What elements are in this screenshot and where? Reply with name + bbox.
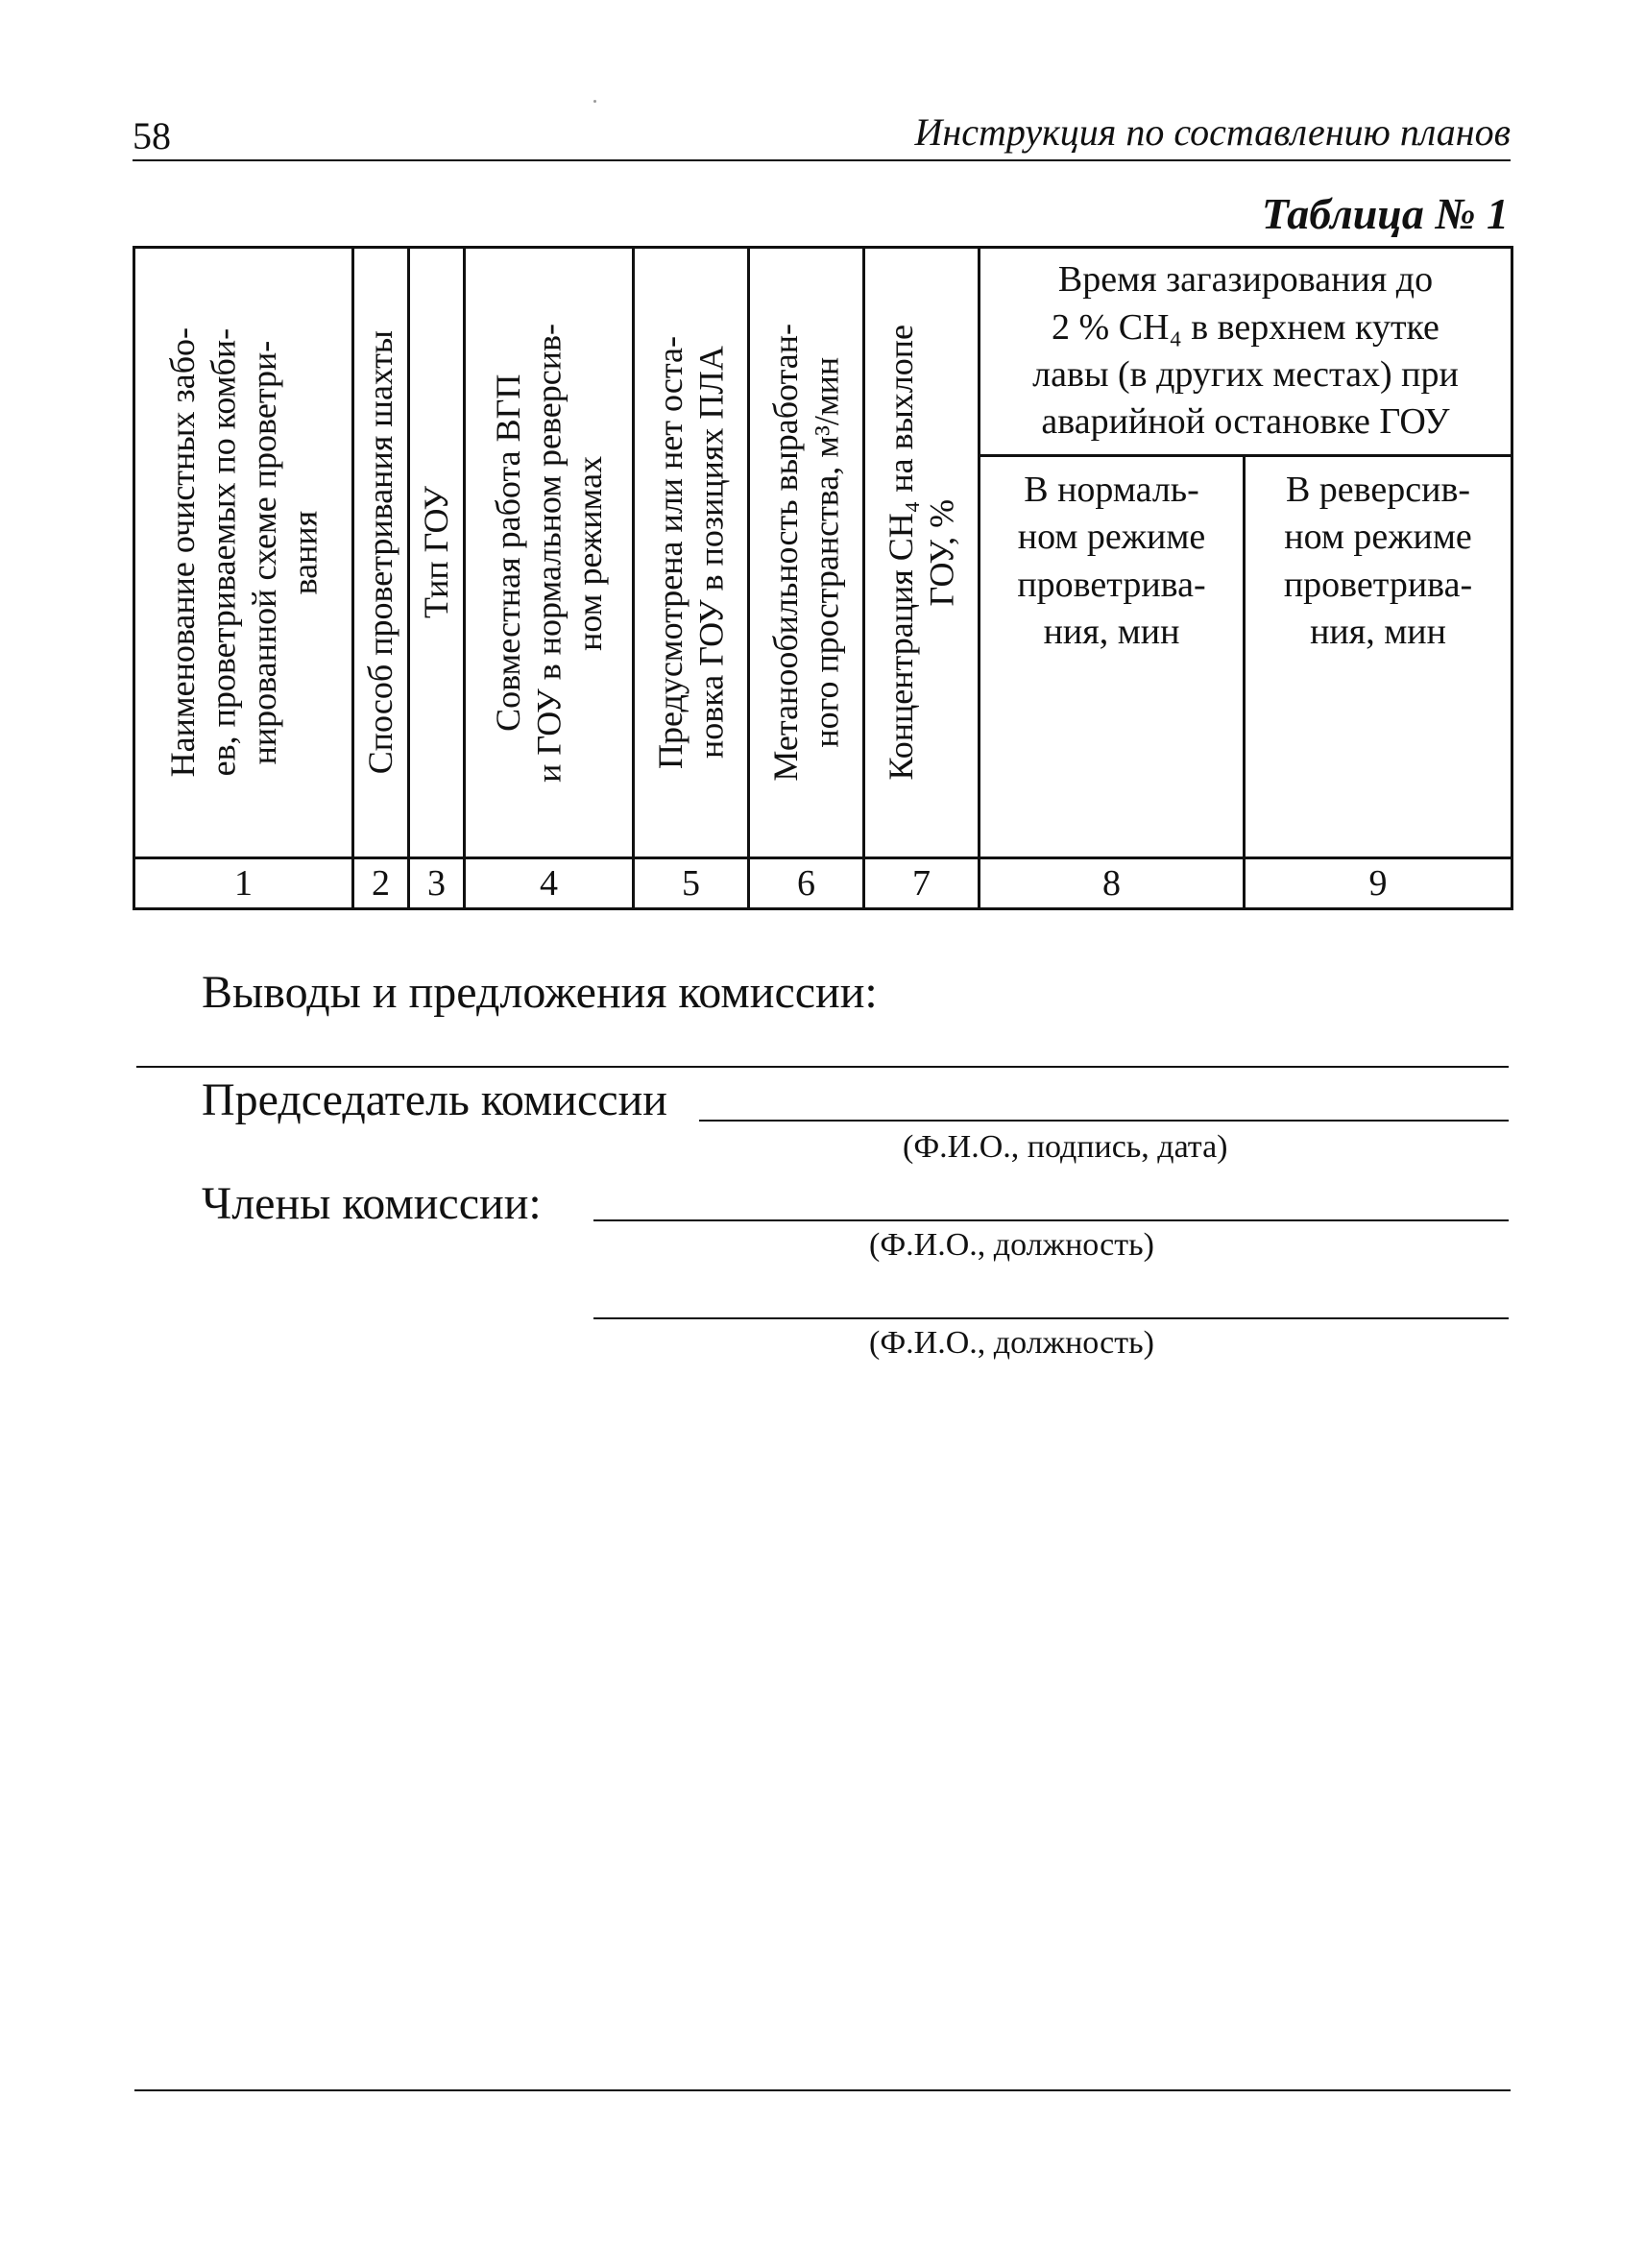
footer-rule bbox=[134, 2089, 1511, 2091]
conclusions-line bbox=[136, 1066, 1509, 1068]
col-number-4: 4 bbox=[465, 858, 634, 909]
col-number-5: 5 bbox=[634, 858, 749, 909]
form-table bbox=[133, 246, 1513, 910]
col-header-1-text: Наименование очистных забо- ев, проветриваемых по комби- нированной схеме проветри- вания bbox=[162, 327, 324, 778]
header-rule bbox=[133, 159, 1511, 161]
col-header-7 bbox=[864, 248, 980, 858]
col-header-1 bbox=[134, 248, 353, 858]
chairman-caption: (Ф.И.О., подпись, дата) bbox=[903, 1129, 1228, 1165]
col-number-2: 2 bbox=[353, 858, 409, 909]
col-number-7: 7 bbox=[864, 858, 980, 909]
col-number-6: 6 bbox=[749, 858, 864, 909]
subcol-header-9: В реверсив- ном режиме проветрива- ния, мин bbox=[1245, 456, 1512, 858]
group-header: Время загазирования до 2 % CH₄ в верхнем кутке лавы (в других местах) при аварийной остановке ГОУ bbox=[980, 248, 1512, 456]
col-header-4-text: Совместная работа ВГП и ГОУ в нормальном реверсив- ном режимах bbox=[488, 323, 609, 783]
scan-speck bbox=[593, 100, 596, 103]
col-header-2 bbox=[353, 248, 409, 858]
page-number: 58 bbox=[133, 114, 171, 157]
col-number-8: 8 bbox=[980, 858, 1245, 909]
col-header-4 bbox=[465, 248, 634, 858]
col-number-1: 1 bbox=[134, 858, 353, 909]
col-number-3: 3 bbox=[409, 858, 465, 909]
col-header-2-text: Способ проветривания шахты bbox=[361, 330, 400, 775]
chairman-signature-line bbox=[699, 1120, 1509, 1122]
members-label: Члены комиссии: bbox=[202, 1178, 542, 1229]
col-header-5-text: Предусмотрена или нет оста- новка ГОУ в позициях ПЛА bbox=[651, 336, 731, 769]
chairman-label: Председатель комиссии bbox=[202, 1074, 667, 1125]
col-header-6 bbox=[749, 248, 864, 858]
col-header-5 bbox=[634, 248, 749, 858]
col-header-7-text: Концентрация CH₄ на выхлопе ГОУ, % bbox=[882, 325, 961, 781]
running-title: Инструкция по составлению планов bbox=[914, 110, 1511, 154]
member-signature-line-1 bbox=[593, 1219, 1509, 1221]
col-header-3-text: Тип ГОУ bbox=[417, 486, 456, 619]
member-signature-line-2 bbox=[593, 1317, 1509, 1319]
col-number-9: 9 bbox=[1245, 858, 1512, 909]
member-caption-1: (Ф.И.О., должность) bbox=[869, 1227, 1154, 1263]
conclusions-label: Выводы и предложения комиссии: bbox=[202, 967, 878, 1018]
table-caption: Таблица № 1 bbox=[1261, 189, 1509, 238]
subcol-header-8: В нормаль- ном режиме проветрива- ния, мин bbox=[980, 456, 1245, 858]
member-caption-2: (Ф.И.О., должность) bbox=[869, 1325, 1154, 1361]
col-header-6-text: Метанообильность выработан- ного пространства, м³/мин bbox=[766, 324, 846, 782]
col-header-3 bbox=[409, 248, 465, 858]
